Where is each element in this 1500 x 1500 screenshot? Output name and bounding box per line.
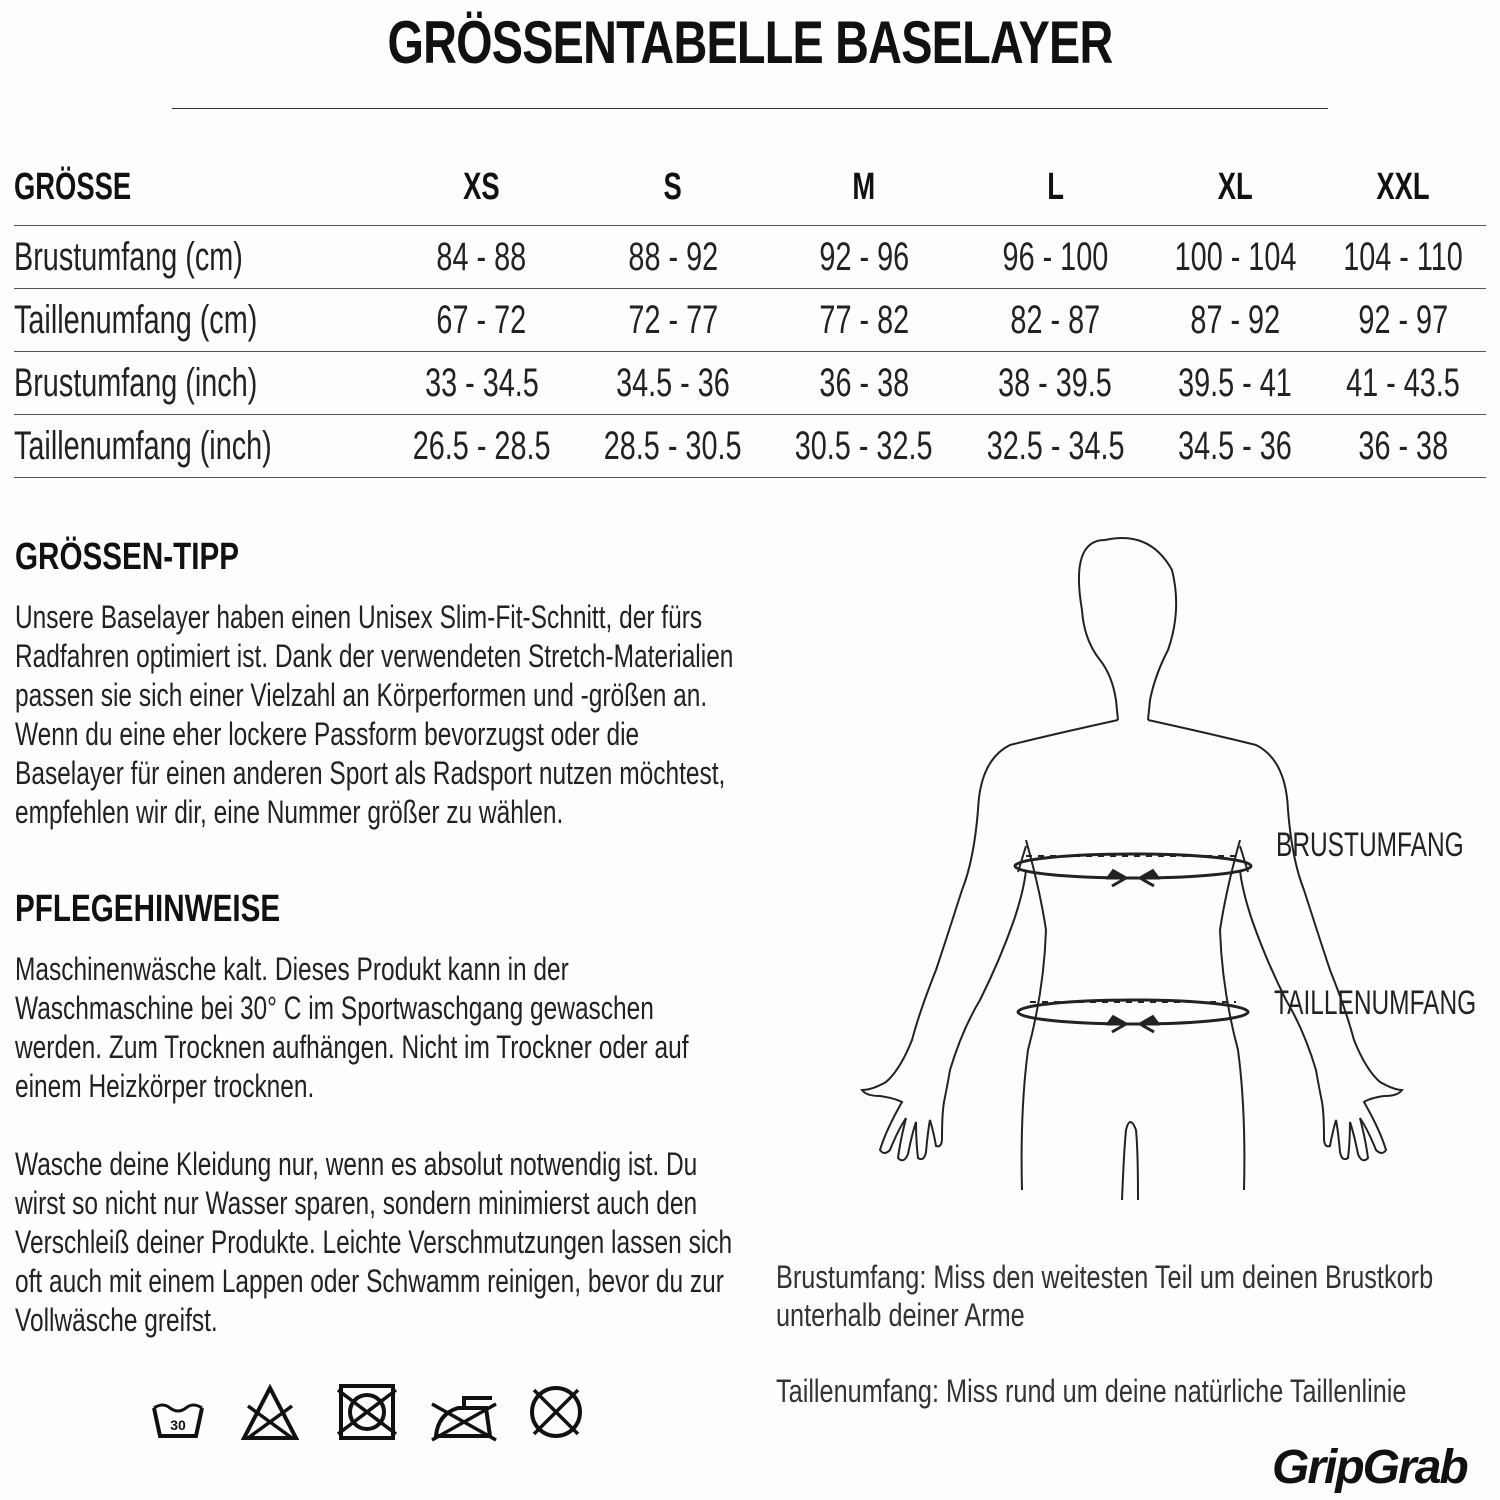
table-cell: 39.5 - 41 [1151, 352, 1320, 415]
table-cell: 88 - 92 [577, 226, 768, 289]
wash-temperature: 30 [170, 1417, 186, 1433]
table-cell: 92 - 97 [1320, 289, 1486, 352]
table-cell: 33 - 34.5 [386, 352, 577, 415]
table-row [14, 226, 1486, 289]
table-cell: 32.5 - 34.5 [960, 415, 1151, 478]
table-cell: 41 - 43.5 [1320, 352, 1486, 415]
care-text: Maschinenwäsche kalt. Dieses Produkt kann in der Waschmaschine bei 30° C im Sportwaschgang gewaschen werden. Zum Trocknen aufhängen. Nicht im Trockner oder auf einem Heizkörper trocknen. [15, 951, 689, 1104]
table-cell: 92 - 96 [768, 226, 959, 289]
table-row [14, 289, 1486, 352]
table-cell: 104 - 110 [1320, 226, 1486, 289]
size-col-xxl: XXL [1320, 150, 1486, 226]
row-label: Taillenumfang (inch) [14, 415, 386, 478]
waist-arrow-right-icon [1106, 1016, 1126, 1032]
chest-arrow-right-icon [1106, 870, 1126, 886]
table-cell: 38 - 39.5 [960, 352, 1151, 415]
no-bleach-icon [240, 1380, 300, 1450]
size-header-row [14, 150, 1486, 226]
chest-arrow-left-icon [1140, 870, 1160, 886]
table-cell: 72 - 77 [577, 289, 768, 352]
care-icons [148, 1380, 588, 1450]
page-title: GRÖSSENTABELLE BASELAYER [387, 9, 1113, 76]
size-header-label: GRÖSSE [14, 150, 386, 226]
table-cell: 36 - 38 [768, 352, 959, 415]
no-iron-icon [428, 1380, 500, 1450]
chest-label: BRUSTUMFANG [1276, 826, 1464, 864]
waist-arrow-left-icon [1140, 1016, 1160, 1032]
table-cell: 96 - 100 [960, 226, 1151, 289]
size-col-xs: XS [386, 150, 577, 226]
table-cell: 82 - 87 [960, 289, 1151, 352]
brand-logo: GripGrab [1272, 1441, 1467, 1494]
figure-right-arm [1148, 720, 1402, 1160]
table-cell: 30.5 - 32.5 [768, 415, 959, 478]
waist-note: Taillenumfang: Miss rund um deine natürliche Taillenlinie [776, 1373, 1407, 1409]
table-cell: 34.5 - 36 [577, 352, 768, 415]
table-row [14, 415, 1486, 478]
size-tip-text: Unsere Baselayer haben einen Unisex Slim-Fit-Schnitt, der fürs Radfahren optimiert ist. Dank der verwendeten Stretch-Materialien passen sie sich einer Vielzahl an Körperformen und -größen an. Wenn du eine eher lockere Passform bevorzugst oder die Baselayer für einen anderen Sport als Radsport nutzen möchtest, empfehlen wir dir, eine Nummer größer zu wählen. [15, 599, 734, 830]
no-tumble-dry-icon [336, 1380, 398, 1450]
wash-30-icon [148, 1380, 208, 1450]
row-label: Brustumfang (inch) [14, 352, 386, 415]
care-advice-text: Wasche deine Kleidung nur, wenn es absolut notwendig ist. Du wirst so nicht nur Wasser sparen, sondern minimierst auch den Verschleiß deiner Produkte. Leichte Verschmutzungen lassen sich oft auch mit einem Lappen oder Schwamm reinigen, bevor du zur Vollwäsche greifst. [15, 1146, 733, 1338]
table-cell: 26.5 - 28.5 [386, 415, 577, 478]
title-divider [172, 108, 1328, 109]
size-col-s: S [577, 150, 768, 226]
waist-label: TAILLENUMFANG [1274, 984, 1477, 1022]
figure-head [1079, 540, 1118, 720]
row-label: Brustumfang (cm) [14, 226, 386, 289]
table-cell: 28.5 - 30.5 [577, 415, 768, 478]
table-cell: 67 - 72 [386, 289, 577, 352]
row-label: Taillenumfang (cm) [14, 289, 386, 352]
size-table [14, 150, 1486, 478]
chest-note: Brustumfang: Miss den weitesten Teil um deinen Brustkorb unterhalb deiner Arme [776, 1259, 1434, 1333]
figure-left-arm [862, 720, 1118, 1160]
table-cell: 84 - 88 [386, 226, 577, 289]
no-dry-clean-icon [526, 1380, 586, 1450]
table-cell: 36 - 38 [1320, 415, 1486, 478]
body-outline-figure [850, 530, 1470, 1200]
size-col-m: M [768, 150, 959, 226]
table-cell: 77 - 82 [768, 289, 959, 352]
table-cell: 34.5 - 36 [1151, 415, 1320, 478]
table-cell: 87 - 92 [1151, 289, 1320, 352]
table-cell: 100 - 104 [1151, 226, 1320, 289]
table-row [14, 352, 1486, 415]
size-col-l: L [960, 150, 1151, 226]
care-heading: PFLEGEHINWEISE [15, 888, 281, 930]
size-tip-heading: GRÖSSEN-TIPP [15, 536, 239, 578]
size-col-xl: XL [1151, 150, 1320, 226]
